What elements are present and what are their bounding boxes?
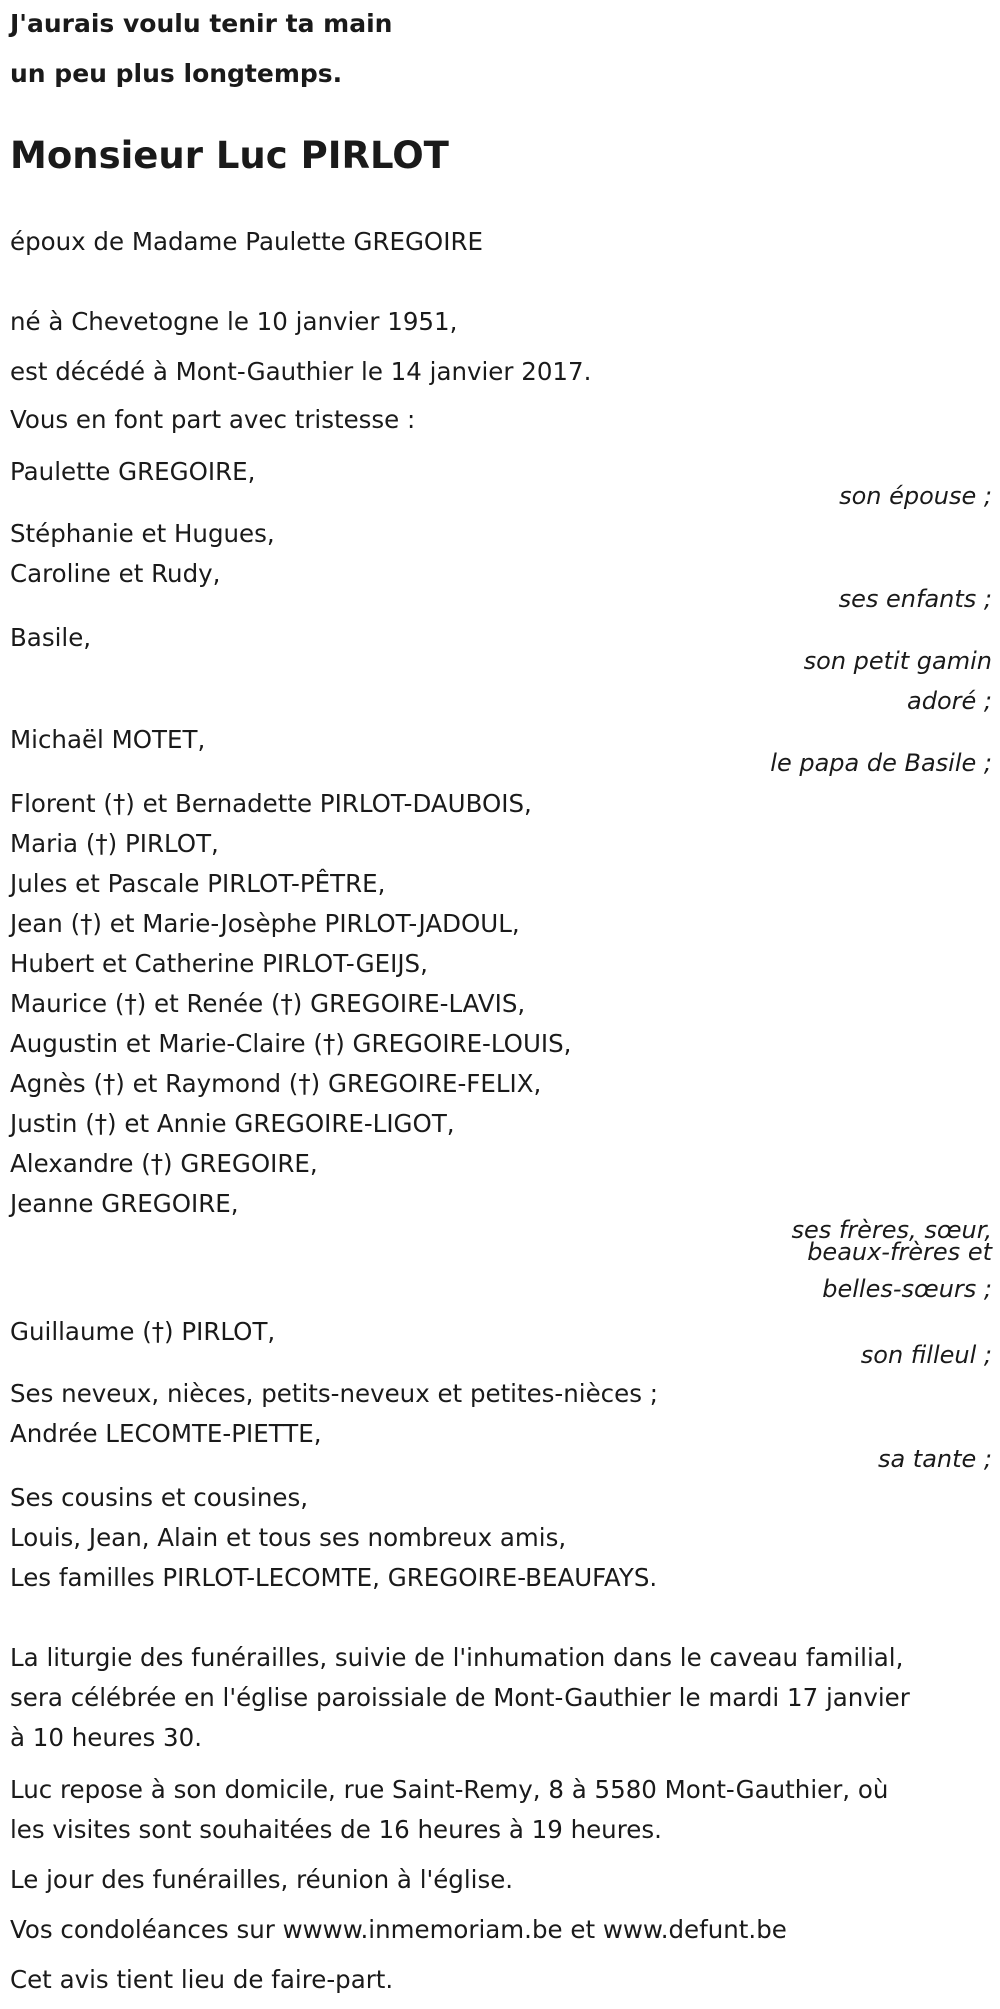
family-member: Jean (†) et Marie-Josèphe PIRLOT-JADOUL, [10,909,520,938]
visits-line: les visites sont souhaitées de 16 heures à 19 heures. [10,1815,662,1844]
family-member: Justin (†) et Annie GREGOIRE-LIGOT, [10,1109,455,1138]
intro-line: Vous en font part avec tristesse : [10,405,416,434]
family-member: Michaël MOTET, [10,725,206,754]
family-member: Ses neveux, nièces, petits-neveux et petites-nièces ; [10,1379,659,1408]
condolences-line: Vos condoléances sur wwww.inmemoriam.be et www.defunt.be [10,1915,787,1944]
funeral-line: La liturgie des funérailles, suivie de l'inhumation dans le caveau familial, [10,1643,904,1672]
family-member: Stéphanie et Hugues, [10,519,275,548]
family-member: Hubert et Catherine PIRLOT-GEIJS, [10,949,428,978]
family-member: Agnès (†) et Raymond (†) GREGOIRE-FELIX, [10,1069,542,1098]
family-member: Alexandre (†) GREGOIRE, [10,1149,318,1178]
family-relation: son filleul ; [860,1341,992,1369]
death-line: est décédé à Mont-Gauthier le 14 janvier 2017. [10,357,592,386]
family-member: Florent (†) et Bernadette PIRLOT-DAUBOIS, [10,789,532,818]
family-member: Louis, Jean, Alain et tous ses nombreux amis, [10,1523,567,1552]
family-member: Caroline et Rudy, [10,559,221,588]
family-relation: le papa de Basile ; [770,749,992,777]
family-relation: sa tante ; [877,1445,992,1473]
epigraph-line-1: J'aurais voulu tenir ta main [10,9,393,38]
birth-line: né à Chevetogne le 10 janvier 1951, [10,307,458,336]
family-member: Jeanne GREGOIRE, [10,1189,239,1218]
family-member: Augustin et Marie-Claire (†) GREGOIRE-LOUIS, [10,1029,572,1058]
family-member: Maria (†) PIRLOT, [10,829,219,858]
notice-line: Cet avis tient lieu de faire-part. [10,1965,394,1994]
epigraph-line-2: un peu plus longtemps. [10,59,343,88]
family-member: Basile, [10,623,92,652]
family-relation: son petit gamin [803,647,992,675]
family-relation: ses frères, sœur, [791,1216,992,1244]
family-relation: ses enfants ; [838,585,992,613]
family-member: Ses cousins et cousines, [10,1483,308,1512]
family-member: Paulette GREGOIRE, [10,457,256,486]
funeral-line: sera célébrée en l'église paroissiale de Mont-Gauthier le mardi 17 janvier [10,1683,910,1712]
family-member: Guillaume (†) PIRLOT, [10,1317,276,1346]
family-relation: adoré ; [907,687,992,715]
spouse-line: époux de Madame Paulette GREGOIRE [10,227,483,256]
family-member: Maurice (†) et Renée (†) GREGOIRE-LAVIS, [10,989,526,1018]
family-member: Jules et Pascale PIRLOT-PÊTRE, [10,869,386,898]
family-relation: son épouse ; [839,482,992,510]
family-member: Andrée LECOMTE-PIETTE, [10,1419,322,1448]
visits-line: Luc repose à son domicile, rue Saint-Remy, 8 à 5580 Mont-Gauthier, où [10,1775,889,1804]
family-relation: beaux-frères et [807,1238,992,1266]
family-relation: belles-sœurs ; [822,1275,992,1303]
funeral-line: à 10 heures 30. [10,1723,203,1752]
family-member: Les familles PIRLOT-LECOMTE, GREGOIRE-BEAUFAYS. [10,1563,658,1592]
deceased-name: Monsieur Luc PIRLOT [10,134,449,177]
meeting-line: Le jour des funérailles, réunion à l'église. [10,1865,514,1894]
